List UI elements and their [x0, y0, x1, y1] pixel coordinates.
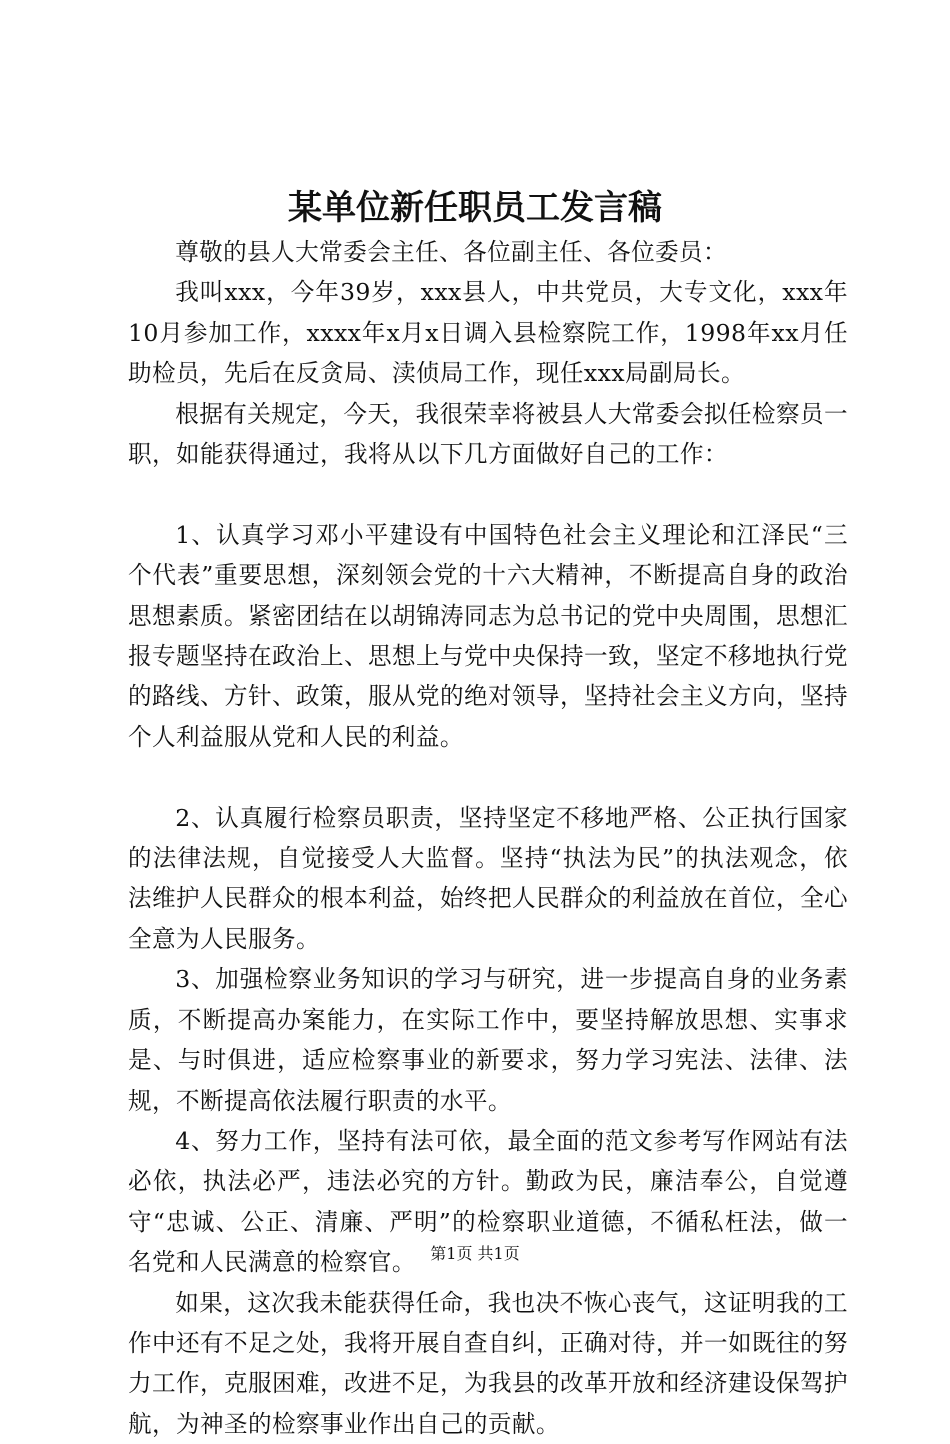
- intent-paragraph: 根据有关规定，今天，我很荣幸将被县人大常委会拟任检察员一职，如能获得通过，我将从以下几方面做好自己的工作：: [128, 399, 848, 469]
- introduction-paragraph: 我叫xxx，今年39岁，xxx县人，中共党员，大专文化，xxx年10月参加工作，xxxx年x月x日调入县检察院工作，1998年xx月任助检员，先后在反贪局、渎侦局工作，现任xxx局副局长。: [128, 278, 848, 388]
- page-footer: 第1页 共1页: [430, 1244, 520, 1263]
- point-1-paragraph: 1、认真学习邓小平建设有中国特色社会主义理论和江泽民“三个代表”重要思想，深刻领会党的十六大精神，不断提高自身的政治思想素质。紧密团结在以胡锦涛同志为总书记的党中央周围，思想汇报专题坚持在政治上、思想上与党中央保持一致，坚定不移地执行党的路线、方针、政策，服从党的绝对领导，坚持社会主义方向，坚持个人利益服从党和人民的利益。: [128, 520, 848, 751]
- point-4-paragraph: 4、努力工作，坚持有法可依，最全面的范文参考写作网站有法必依，执法必严，违法必究的方针。勤政为民，廉洁奉公，自觉遵守“忠诚、公正、清廉、严明”的检察职业道德，不循私枉法，做一名党和人民满意的检察官。: [128, 1126, 848, 1277]
- closing-paragraph: 如果，这次我未能获得任命，我也决不恢心丧气，这证明我的工作中还有不足之处，我将开展自查自纠，正确对待，并一如既往的努力工作，克服困难，改进不足，为我县的改革开放和经济建设保驾护航，为神圣的检察事业作出自己的贡献。: [128, 1288, 848, 1438]
- document-title: 某单位新任职员工发言稿: [288, 188, 662, 228]
- point-2-paragraph: 2、认真履行检察员职责，坚持坚定不移地严格、公正执行国家的法律法规，自觉接受人大监督。坚持“执法为民”的执法观念，依法维护人民群众的根本利益，始终把人民群众的利益放在首位，全心全意为人民服务。: [128, 803, 848, 953]
- point-3-paragraph: 3、加强检察业务知识的学习与研究，进一步提高自身的业务素质，不断提高办案能力，在实际工作中，要坚持解放思想、实事求是、与时俱进，适应检察事业的新要求，努力学习宪法、法律、法规，不断提高依法履行职责的水平。: [128, 965, 848, 1115]
- salutation-paragraph: 尊敬的县人大常委会主任、各位副主任、各位委员：: [175, 238, 728, 266]
